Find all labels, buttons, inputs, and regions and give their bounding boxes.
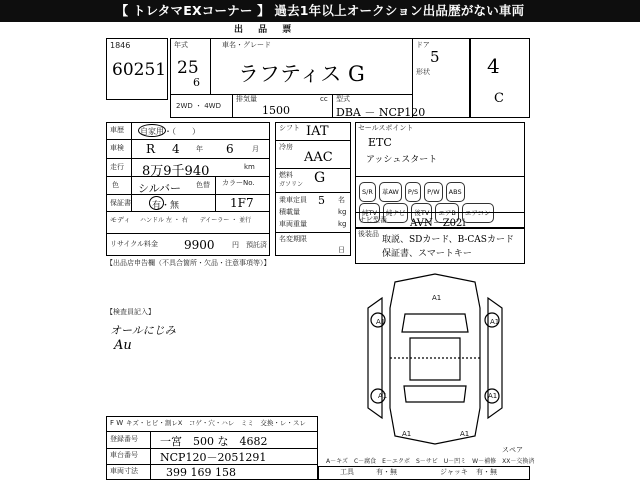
- accessories-label: 後装品: [358, 230, 379, 238]
- title-banner: 【 トレタマEXコーナー 】 過去1年以上オークション出品歴がない車両: [0, 0, 640, 22]
- model-year: 25: [177, 58, 199, 78]
- grade-sub: C: [494, 91, 504, 106]
- displacement-label: 排気量: [236, 95, 257, 103]
- warranty-circle: [149, 196, 164, 210]
- fuel-unit: ガソリン: [279, 181, 304, 188]
- recycle-label: リサイクル料金: [110, 240, 159, 248]
- ac-value: AAC: [304, 150, 333, 165]
- inspection-year-unit: 年: [196, 145, 203, 153]
- mileage-label: 走行: [110, 163, 124, 171]
- weight-unit: kg: [338, 220, 347, 228]
- model-type-label: 型式: [336, 95, 350, 103]
- load-unit: kg: [338, 208, 347, 216]
- sales-point-label: セールスポイント: [358, 124, 414, 132]
- inspector-label: 【検査員記入】: [106, 308, 155, 316]
- sales-point-line2: アッシュスタート: [366, 155, 438, 165]
- color-value: シルバー: [138, 182, 181, 195]
- warranty-label: 保証書: [110, 199, 131, 207]
- option-item: P/S: [405, 182, 421, 202]
- option-item: ABS: [446, 182, 465, 202]
- fw-label: F W: [110, 419, 124, 427]
- option-item: P/W: [424, 182, 443, 202]
- doors-value: 5: [430, 48, 440, 66]
- change-day-unit: 日: [338, 246, 345, 254]
- shift-value: IAT: [306, 124, 329, 139]
- lot-number: 60251: [112, 60, 167, 80]
- mod-label: モディ: [110, 216, 131, 224]
- navi-label: ナビ型番: [359, 216, 387, 224]
- jack-label: ジャッキ: [440, 468, 468, 476]
- car-history-label: 車歴: [110, 126, 124, 134]
- warranty-value: 有・無: [152, 201, 180, 211]
- declaration-label: 【出品店申告欄（不具合箇所・欠品・注意事項等）】: [106, 259, 271, 267]
- change-label: 名変期限: [279, 235, 307, 243]
- mileage-unit: km: [244, 163, 255, 171]
- option-item: エアB: [435, 203, 458, 223]
- jack-value: 有・無: [476, 468, 497, 476]
- size-label: 車両寸法: [110, 467, 138, 475]
- option-item: 後TV: [411, 203, 432, 223]
- damage-mark: A1: [460, 430, 470, 438]
- recycle-value: 9900: [184, 238, 215, 252]
- cc-unit: cc: [320, 95, 328, 103]
- accessories-line2: 保証書、スマートキー: [382, 249, 472, 259]
- option-item: 純ナビ: [383, 203, 409, 223]
- form-title: 出 品 票: [234, 25, 298, 35]
- shape-label: 形状: [416, 68, 430, 76]
- damage-mark: A1: [402, 430, 412, 438]
- ac-label: 冷房: [279, 143, 293, 151]
- drive-label: 2WD ・ 4WD: [176, 102, 221, 110]
- inspection-year: 4: [172, 142, 180, 156]
- size-value: 399 169 158: [166, 466, 236, 479]
- vin-value: NCP120－2051291: [160, 451, 267, 464]
- inspector-line2: Au: [114, 338, 132, 353]
- car-history-value: 自家用・（ ）: [140, 127, 200, 136]
- damage-mark: A1: [432, 294, 442, 302]
- inspector-line1: オールにじみ: [110, 324, 176, 337]
- seats-label: 乗車定員: [279, 196, 307, 204]
- option-item: 革AW: [379, 182, 402, 202]
- model-year-label: 年式: [174, 41, 188, 49]
- inspection-month: 6: [226, 142, 234, 156]
- tools-value: 有・無: [376, 468, 397, 476]
- load-label: 積載量: [279, 208, 300, 216]
- inspection-label: 車検: [110, 144, 124, 152]
- option-item: S/R: [359, 182, 376, 202]
- option-item: エアコン: [462, 203, 494, 223]
- doors-label: ドア: [416, 41, 430, 49]
- shift-label: シフト: [279, 124, 300, 132]
- reg-value: 一宮 500 な 4682: [160, 435, 268, 448]
- grade-box: [470, 38, 530, 118]
- reg-label: 登録番号: [110, 435, 138, 443]
- damage-legend: A－キズ C－腐食 E－エクボ S－サビ U－凹ミ W－補修 XX－交換済: [326, 458, 535, 465]
- tools-label: 工具: [340, 468, 354, 476]
- weight-label: 車両重量: [279, 220, 307, 228]
- fw-text: キズ・ヒビ・割レX コゲ・穴・ハレ ミミ 交換・レ・スレ: [126, 419, 306, 427]
- mod-text: ハンドル 左 ・ 右 デイーラー ・ 並行: [140, 217, 252, 224]
- fuel-value: G: [314, 170, 326, 186]
- car-name: ラフティス G: [238, 62, 365, 86]
- accessories-line1: 取説、SDカード、B-CASカード: [382, 235, 514, 245]
- vin-label: 車台番号: [110, 451, 138, 459]
- displacement-value: 1500: [262, 104, 290, 117]
- option-item: 純TV: [359, 203, 380, 223]
- grade-value: 4: [487, 54, 500, 78]
- color-no-label: カラーNo.: [222, 179, 255, 187]
- recycle-note: 預託済: [246, 241, 267, 249]
- car-damage-diagram: [360, 268, 530, 448]
- color-change-label: 色替: [196, 181, 210, 189]
- recycle-unit: 円: [232, 241, 239, 249]
- inspection-month-unit: 月: [252, 145, 259, 153]
- model-month: 6: [193, 76, 200, 89]
- damage-mark: A1: [376, 318, 386, 326]
- damage-mark: A1: [490, 318, 500, 326]
- sales-point-line1: ETC: [368, 136, 392, 149]
- lot-small-number: 1846: [110, 41, 131, 50]
- color-label: 色: [112, 181, 119, 189]
- fuel-label: 燃料: [279, 171, 293, 179]
- car-name-label: 車名・グレード: [222, 41, 271, 49]
- navi-value: AVN－Z02i: [410, 218, 466, 229]
- spare-label: スペア: [502, 446, 523, 454]
- damage-mark: A1: [488, 392, 498, 400]
- seats-unit: 名: [338, 196, 345, 204]
- private-use-circle: [138, 124, 166, 137]
- model-code: DBA － NCP120: [336, 106, 426, 119]
- damage-mark: A1: [378, 392, 388, 400]
- mileage-value: 8万9千940: [142, 164, 210, 179]
- seats-value: 5: [318, 194, 325, 207]
- color-no-value: 1F7: [230, 196, 254, 210]
- inspection-era: R: [146, 142, 156, 156]
